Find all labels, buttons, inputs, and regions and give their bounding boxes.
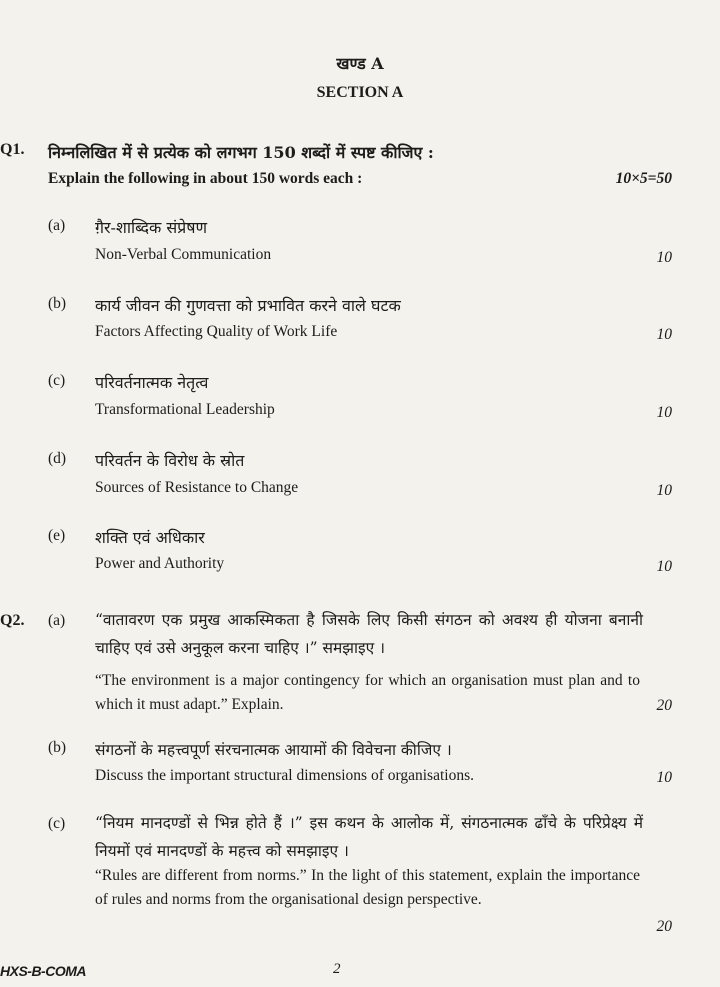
part-label: (c)	[48, 372, 66, 389]
q1-instruction: Explain the following in about 150 words each :	[48, 170, 363, 187]
part-text: “Rules are different from norms.” In the light of this statement, explain the importance of rules and norms from the organisational design perspective.	[95, 867, 640, 908]
part-text: Transformational Leadership	[95, 401, 275, 418]
part-label: (a)	[48, 217, 66, 234]
paper-code: HXS-B-COMA	[0, 963, 86, 979]
q1-total-marks: 10×5=50	[615, 170, 672, 187]
part-text-hindi: “वातावरण एक प्रमुख आकस्मिकता है जिसके लिए किसी संगठन को अवश्य ही योजना बनानी चाहिए एवं उसे अनुकूल करना चाहिए ।” समझाइए ।	[95, 611, 643, 657]
page-number: 2	[333, 961, 341, 977]
part-label: (b)	[48, 739, 67, 756]
part-text: Sources of Resistance to Change	[95, 479, 299, 496]
part-label: (d)	[48, 450, 67, 467]
part-text: Discuss the important structural dimensions of organisations.	[95, 767, 474, 784]
part-text-hindi: शक्ति एवं अधिकार	[95, 528, 205, 547]
part-text-hindi: कार्य जीवन की गुणवत्ता को प्रभावित करने वाले घटक	[95, 296, 401, 315]
q1-instruction-hindi: निम्नलिखित में से प्रत्येक को लगभग 150 शब्दों में स्पष्ट कीजिए :	[48, 143, 434, 162]
part-text: Factors Affecting Quality of Work Life	[95, 323, 338, 340]
part-marks: 10	[656, 404, 672, 421]
part-text-hindi: ग़ैर-शाब्दिक संप्रेषण	[95, 218, 208, 237]
part-text-hindi: परिवर्तन के विरोध के स्रोत	[95, 451, 245, 470]
part-label: (b)	[48, 295, 67, 312]
part-marks: 20	[656, 697, 672, 714]
part-text-hindi: “नियम मानदण्डों से भिन्न होते हैं ।” इस कथन के आलोक में, संगठनात्मक ढाँचे के परिप्रेक्ष्य में नियमों एवं मानदण्डों के महत्त्व को समझाइए ।	[95, 814, 643, 860]
part-text: Non-Verbal Communication	[95, 246, 272, 263]
question-number-2: Q2.	[0, 612, 25, 629]
part-marks: 10	[656, 769, 672, 786]
part-marks: 10	[656, 249, 672, 266]
part-text-hindi: संगठनों के महत्त्वपूर्ण संरचनात्मक आयामों की विवेचना कीजिए ।	[95, 741, 452, 759]
part-label: (e)	[48, 527, 66, 544]
part-label: (c)	[48, 815, 66, 832]
part-label: (a)	[48, 612, 66, 629]
part-marks: 10	[656, 482, 672, 499]
question-number-1: Q1.	[0, 141, 25, 158]
part-marks: 10	[656, 326, 672, 343]
part-text: Power and Authority	[95, 555, 225, 572]
part-text-hindi: परिवर्तनात्मक नेतृत्व	[95, 373, 209, 392]
part-marks: 10	[656, 558, 672, 575]
section-title: SECTION A	[316, 84, 404, 101]
part-marks: 20	[656, 918, 672, 935]
section-title-hindi: खण्ड A	[336, 54, 384, 73]
part-text: “The environment is a major contingency for which an organisation must plan and to which it must adapt.” Explain.	[95, 672, 640, 713]
